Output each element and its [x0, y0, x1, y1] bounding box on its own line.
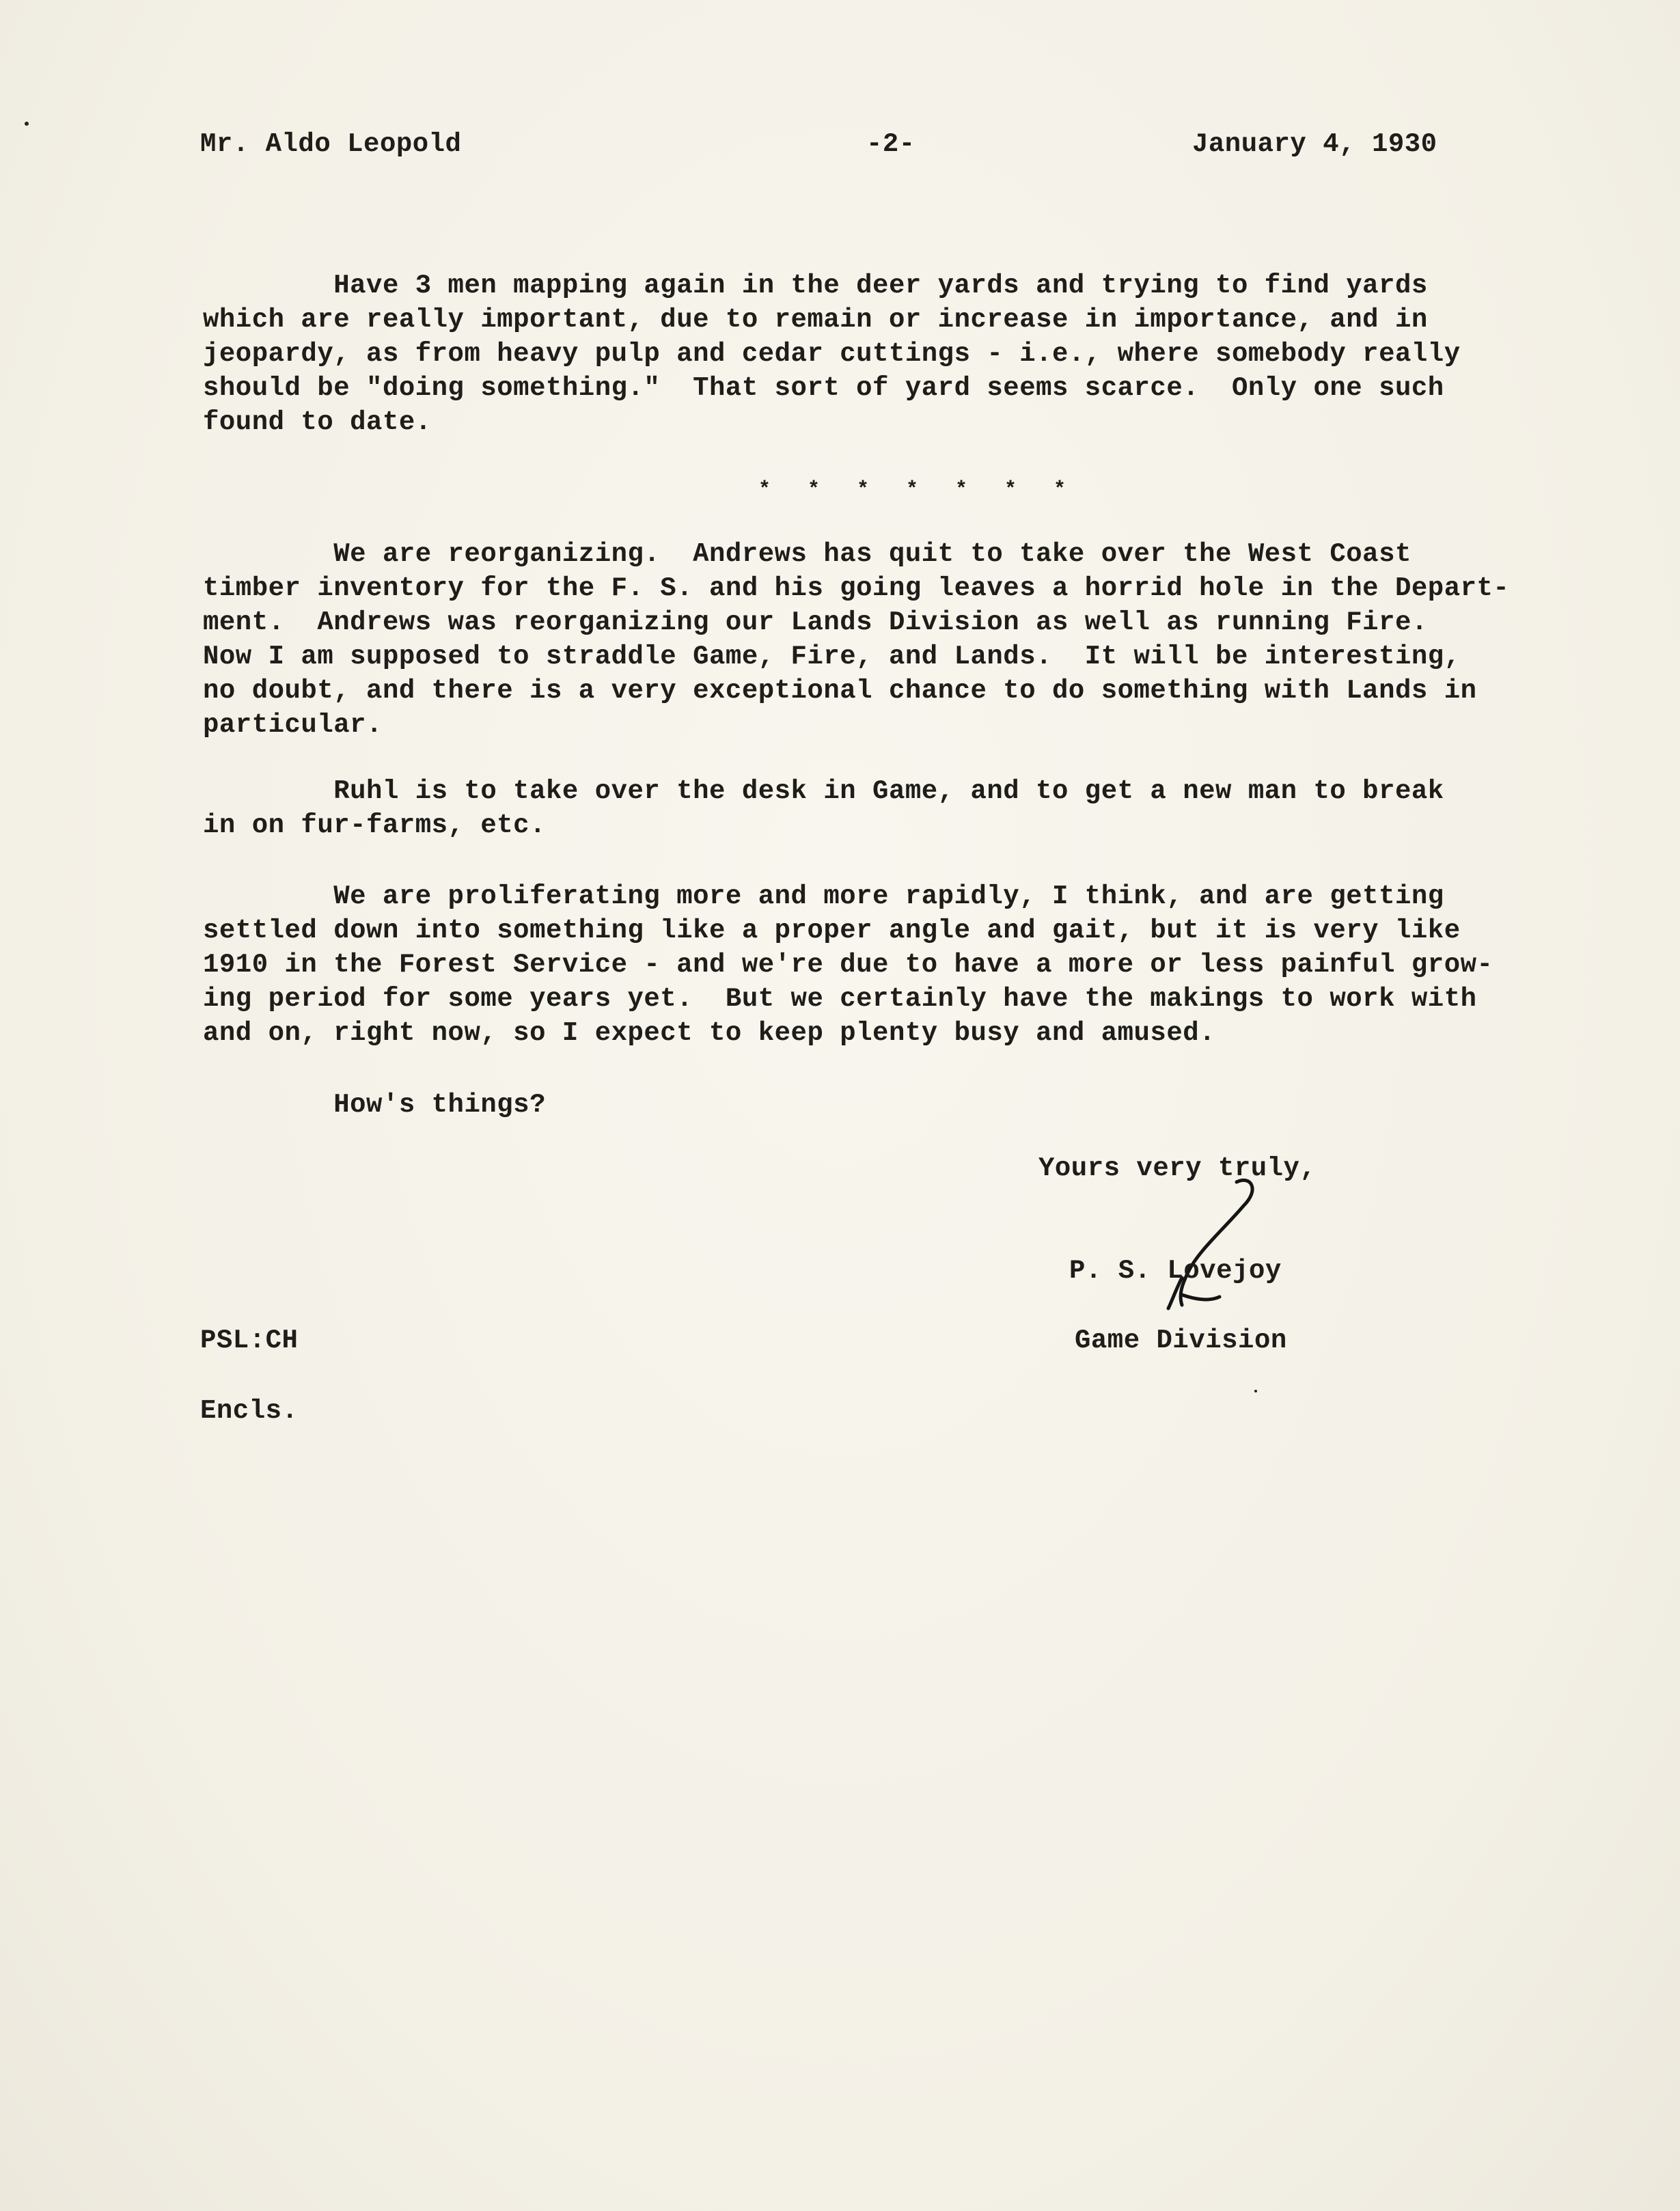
paragraph-reorganizing — [203, 537, 1569, 742]
signer-name: P. S. Lovejoy — [1069, 1256, 1282, 1286]
paragraph-ruhl — [203, 774, 1569, 842]
text-line: How's things? — [203, 1090, 546, 1120]
paragraph-hows-things — [203, 1088, 1569, 1122]
reference-initials: PSL:CH — [200, 1326, 299, 1356]
text-line: ing period for some years yet. But we certainly have the makings to work with — [203, 984, 1477, 1014]
text-line: We are reorganizing. Andrews has quit to take over the West Coast — [203, 539, 1412, 569]
text-line: We are proliferating more and more rapidly, I think, and are getting — [203, 881, 1444, 911]
text-line: ment. Andrews was reorganizing our Lands Division as well as running Fire. — [203, 607, 1428, 637]
paper-speck — [25, 122, 29, 126]
text-line: Ruhl is to take over the desk in Game, and to get a new man to break — [203, 776, 1444, 806]
signer-division: Game Division — [1075, 1326, 1287, 1356]
text-line: settled down into something like a proper angle and gait, but it is very like — [203, 916, 1461, 946]
text-line: which are really important, due to remain or increase in importance, and in — [203, 305, 1428, 335]
text-line: and on, right now, so I expect to keep plenty busy and amused. — [203, 1018, 1216, 1048]
closing-salutation: Yours very truly, — [1038, 1153, 1317, 1183]
text-line: timber inventory for the F. S. and his going leaves a horrid hole in the Depart- — [203, 573, 1510, 603]
text-line: Have 3 men mapping again in the deer yards and trying to find yards — [203, 271, 1428, 301]
handwritten-signature — [1134, 1175, 1271, 1312]
recipient-header: Mr. Aldo Leopold — [200, 129, 462, 159]
text-line: 1910 in the Forest Service - and we're due to have a more or less painful grow- — [203, 950, 1493, 980]
paragraph-proliferating — [203, 879, 1569, 1050]
text-line: in on fur-farms, etc. — [203, 810, 546, 840]
text-line: found to date. — [203, 407, 432, 437]
paragraph-deer-yards — [203, 269, 1569, 439]
text-line: Now I am supposed to straddle Game, Fire, and Lands. It will be interesting, — [203, 642, 1461, 672]
text-line: should be "doing something." That sort of yard seems scarce. Only one such — [203, 373, 1444, 403]
page-number: -2- — [866, 129, 915, 159]
letter-date: January 4, 1930 — [1192, 129, 1437, 159]
section-divider: * * * * * * * — [758, 478, 1079, 502]
text-line: particular. — [203, 710, 383, 740]
text-line: no doubt, and there is a very exceptional chance to do something with Lands in — [203, 676, 1477, 706]
enclosures-note: Encls. — [200, 1396, 299, 1426]
paper-speck — [1254, 1390, 1257, 1392]
text-line: jeopardy, as from heavy pulp and cedar cuttings - i.e., where somebody really — [203, 339, 1461, 369]
